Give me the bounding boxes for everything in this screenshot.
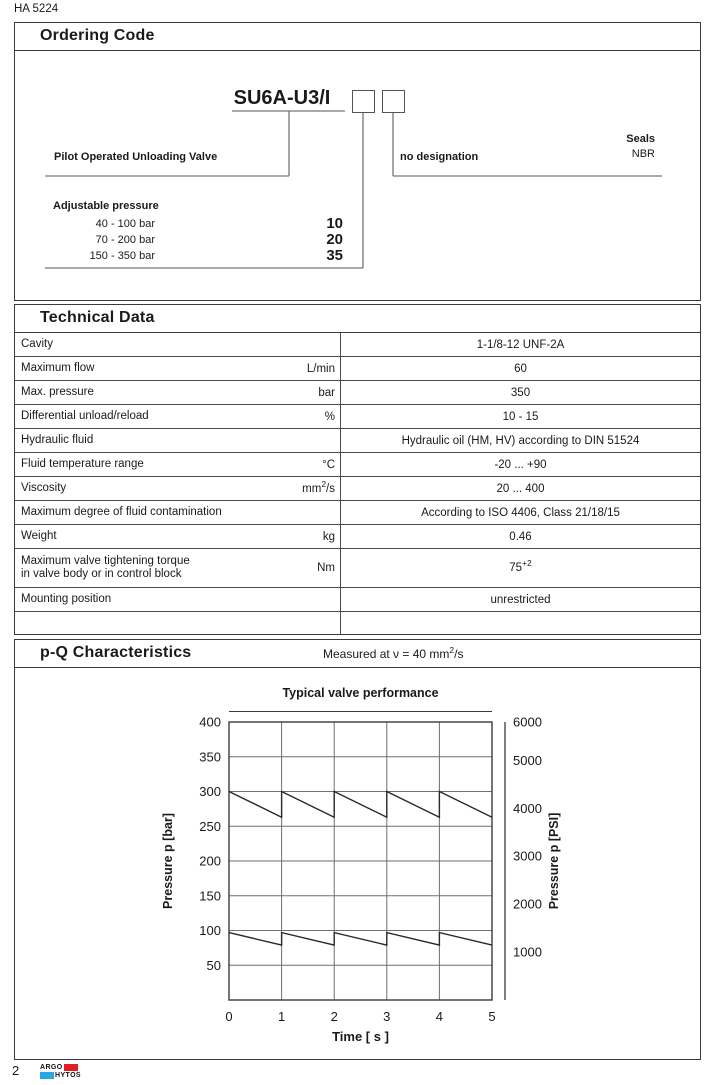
logo-red-block [64,1064,78,1071]
parameter-label: Maximum degree of fluid contamination [21,506,222,518]
table-cell-parameter [15,549,341,587]
pq-header [15,640,700,668]
svg-text:1: 1 [277,1009,286,1024]
svg-text:1000: 1000 [513,944,542,960]
svg-text:250: 250 [199,818,221,834]
table-row [15,381,700,405]
ordering-title: Ordering Code [40,27,155,44]
pressure-options [45,216,343,264]
svg-text:4000: 4000 [513,800,542,816]
svg-text:Pressure p [bar]: Pressure p [bar] [161,813,175,909]
table-cell-parameter [15,612,341,634]
table-row [15,405,700,429]
table-cell-value [341,357,700,380]
parameter-label: Hydraulic fluid [21,434,94,446]
parameter-unit: °C [322,458,335,471]
svg-text:3000: 3000 [513,848,542,864]
svg-text:150: 150 [199,888,221,904]
table-row [15,549,700,588]
adjustable-pressure-header: Adjustable pressure [53,200,159,212]
no-designation-label: no designation [400,151,479,163]
table-cell-parameter [15,357,341,380]
parameter-value: -20 ... +90 [494,458,547,471]
chart-title: Typical valve performance [282,686,439,700]
pressure-option [45,216,343,232]
seals-block [560,133,655,160]
svg-text:3: 3 [383,1009,391,1024]
seals-value: NBR [631,148,655,160]
pressure-code: 35 [326,247,343,264]
table-cell-value [341,477,700,500]
parameter-unit: bar [318,386,335,399]
parameter-unit: L/min [306,362,335,375]
technical-header [15,305,700,333]
svg-text:2000: 2000 [513,896,542,912]
pressure-range: 40 - 100 bar [95,218,155,230]
pressure-code: 10 [326,215,343,232]
table-row [15,477,700,501]
parameter-label: Mounting position [21,593,112,605]
svg-text:2: 2 [330,1009,338,1024]
pq-title: p-Q Characteristics [40,644,192,661]
parameter-label: Cavity [21,338,53,350]
page-number: 2 [12,1063,20,1078]
table-cell-parameter [15,501,341,524]
svg-text:Pressure p [PSI]: Pressure p [PSI] [547,812,561,910]
table-cell-parameter [15,588,341,611]
parameter-value: Hydraulic oil (HM, HV) according to DIN 51524 [401,434,640,447]
table-cell-parameter [15,453,341,476]
logo-text-hytos: HYTOS [55,1071,81,1079]
table-row [15,333,700,357]
chart-series-line [229,792,492,818]
table-cell-value [341,405,700,428]
table-cell-parameter [15,477,341,500]
svg-text:0: 0 [225,1009,233,1024]
pilot-valve-label: Pilot Operated Unloading Valve [54,151,218,163]
svg-text:300: 300 [199,784,221,799]
parameter-value: 10 - 15 [502,410,539,423]
parameter-label: Viscosity [21,482,67,494]
technical-title: Technical Data [40,309,155,326]
table-row [15,501,700,525]
argo-hytos-logo [40,1063,81,1079]
svg-text:6000: 6000 [513,714,542,730]
parameter-value: unrestricted [490,593,551,606]
chart-series-line [229,933,492,946]
svg-text:200: 200 [199,853,221,869]
svg-text:350: 350 [199,749,221,765]
parameter-unit: Nm [317,562,335,574]
parameter-label: Differential unload/reload [21,410,149,422]
pressure-range: 70 - 200 bar [95,234,155,246]
seals-header: Seals [626,133,655,145]
option-box-seals [382,90,405,113]
table-cell-parameter [15,405,341,428]
table-row [15,357,700,381]
table-cell-value [341,588,700,611]
svg-text:100: 100 [199,923,221,938]
table-row [15,429,700,453]
table-cell-value [341,453,700,476]
parameter-value: 1-1/8-12 UNF-2A [476,338,565,351]
parameter-label: Weight [21,530,57,542]
logo-cyan-block [40,1072,54,1079]
parameter-value: 60 [514,362,527,375]
model-code: SU6A-U3/I [233,87,331,109]
parameter-value: 0.46 [509,530,532,543]
pressure-range: 150 - 350 bar [89,250,155,262]
table-cell-value [341,525,700,548]
pq-chart [14,667,701,1059]
table-row [15,588,700,612]
pressure-code: 20 [326,231,343,248]
table-cell-parameter [15,525,341,548]
parameter-value: 350 [510,386,531,399]
doc-code: HA 5224 [14,3,59,15]
technical-section [14,304,701,635]
ordering-header [15,23,700,51]
svg-text:5000: 5000 [513,752,542,768]
svg-text:4: 4 [435,1009,444,1024]
table-cell-value [341,549,700,587]
table-row [15,453,700,477]
parameter-label: Maximum valve tightening torque in valve body or in control block [21,555,190,580]
parameter-value: 20 ... 400 [496,482,545,495]
pressure-option [45,248,343,264]
technical-table [15,333,700,634]
table-cell-value [341,612,700,634]
parameter-value: $75^{+2}$ [509,558,532,574]
svg-text:Time [ s ]: Time [ s ] [332,1029,389,1044]
parameter-label: Fluid temperature range [21,458,144,470]
parameter-label: Max. pressure [21,386,94,398]
parameter-value: According to ISO 4406, Class 21/18/15 [421,506,620,519]
table-cell-value [341,333,700,356]
parameter-unit: kg [322,530,335,543]
table-cell-value [341,429,700,452]
table-cell-parameter [15,429,341,452]
parameter-label: Maximum flow [21,362,95,374]
pressure-option [45,232,343,248]
table-row [15,525,700,549]
table-filler-row [15,612,700,634]
table-cell-value [341,381,700,404]
option-box-pressure [352,90,375,113]
svg-text:5: 5 [488,1009,496,1024]
table-cell-parameter [15,333,341,356]
pq-subtitle: Measured at ν = 40 $mm^2/s$ [323,645,464,661]
svg-text:400: 400 [199,714,221,730]
logo-text-argo: ARGO [40,1063,63,1071]
parameter-unit: $mm^2/s$ [302,478,335,495]
svg-text:50: 50 [206,957,221,973]
table-cell-parameter [15,381,341,404]
parameter-unit: % [324,410,335,423]
table-cell-value [341,501,700,524]
